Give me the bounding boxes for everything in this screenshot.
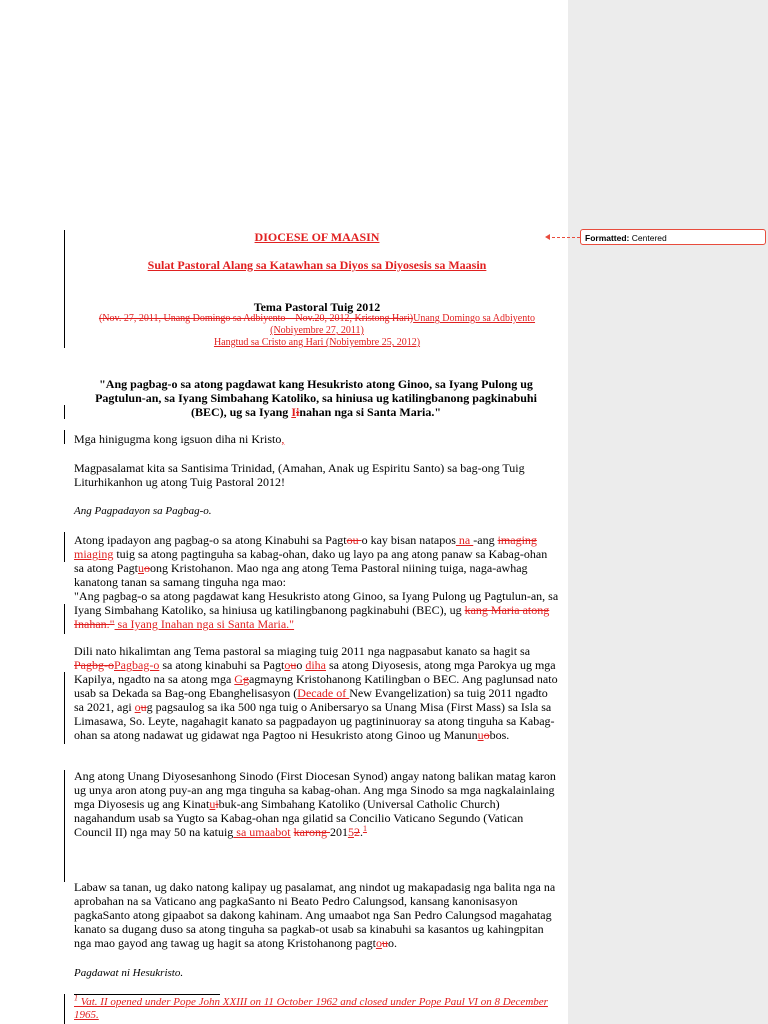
- pastoral-letter-subtitle: Sulat Pastoral Alang sa Katawhan sa Diyos sa Diyosesis sa Maasin: [147, 258, 487, 272]
- change-bar: [64, 230, 65, 348]
- deleted-dates: (Nov. 27, 2011, Unang Domingo sa Adbiyento – Nov.20, 2012, Kristong Hari): [98, 313, 414, 324]
- theme-title: Tema Pastoral Tuig 2012: [253, 300, 381, 314]
- synod-paragraph: Ang atong Unang Diyosesanhong Sinodo (First Diocesan Synod) angay natong balikan matag karon ug unya aron atong puy-an ang mga tinguha sa kabag-ohan. Ang mga Sinodo sa mga nagkalainlaing mga Diyosesis ug ang Kinatuibuk-ang Simbahang Katoliko (Universal Catholic Church) nagahandum usab sa Yugto sa Kabag-ohan nga gilatid sa Concilio Vaticano Segundo (Vatican Council II) nga may 50 na katuig sa umaabot karong 20152.$^1$: [74, 769, 556, 839]
- change-bar: [64, 994, 65, 1024]
- change-bar: [64, 604, 65, 634]
- change-bar: [64, 405, 65, 419]
- greeting: Mga hinigugma kong igsuon diha ni Kristo,: [74, 432, 285, 446]
- comment-label: Formatted:: [585, 233, 630, 243]
- calungsod-paragraph: Labaw sa tanan, ug dako natong kalipay ug pasalamat, ang nindot ug makapadasig nga balita nga na aprobahan na sa Vaticano ang pagkaSanto ni Beato Pedro Calungsod, kansang kanonisasyon pagkaSanto atong gipaabot sa dakong kahinam. Ang umaabot nga San Pedro Calungsod magahatag kanato sa dugang duso sa atong tinguha sa pagkab-ot usab sa kinabuhi sa kasantos ug kahingpitan nga mao gayod ang tawag ug hagit sa atong Kristohanong pagtouo.: [74, 880, 556, 950]
- footnote-separator: [74, 994, 220, 995]
- reflection-paragraph: Dili nato hikalimtan ang Tema pastoral sa miaging tuig 2011 nga nagpasabut kanato sa hagit sa Pagbg-oPagbag-o sa atong kinabuhi sa Pagtouo diha sa atong Diyosesis, atong mga Parokya ug mga Kapilya, ngadto na sa atong mga Ggagmayng Kristohanong Katilingban o BEC. Ang paglunsad nato usab sa Dekada sa Bag-ong Ebanghelisasyon (Decade of New Evangelization) sa tuig 2011 ngadto sa 2021, agi oug pagsaulog sa ika 500 nga tuig o Anibersaryo sa Unang Misa (First Mass) sa Isla sa Limasawa, So. Leyte, nagahagit kanato sa pagpadayon ug pagtininuoray sa atong tinguha sa Kabag-ohan sa atong nadawat ug gidawat nga Pagtoo ni Hesukristo atong Ginoo ug Manunuobos.: [74, 644, 558, 742]
- footnote-ref[interactable]: 1: [362, 824, 367, 833]
- change-bar: [64, 672, 65, 744]
- change-bar: [64, 430, 65, 444]
- footnote: $^1$ Vat. II opened under Pope John XXIII on 11 October 1962 and closed under Pope Paul VI on 8 December 1965.: [74, 993, 548, 1021]
- comment-value: Centered: [631, 233, 667, 243]
- section-heading-renewal: Ang Pagpadayon sa Pagbag-o.: [74, 505, 212, 517]
- change-bar: [64, 532, 65, 562]
- formatting-comment-balloon[interactable]: [580, 229, 766, 245]
- change-bar: [64, 770, 65, 882]
- inserted-advent: Unang Domingo sa Adbiyento: [413, 313, 536, 324]
- section-heading-receiving: Pagdawat ni Hesukristo.: [74, 967, 184, 979]
- diocese-title: DIOCESE OF MAASIN: [254, 230, 380, 244]
- comments-pane: [568, 0, 768, 1024]
- theme-dates: [74, 313, 560, 349]
- inserted-end-date: Hangtud sa Cristo ang Hari (Nobiyembre 25, 2012): [213, 337, 421, 348]
- renewal-paragraph: Atong ipadayon ang pagbag-o sa atong Kinabuhi sa Pagtou o kay bisan natapos na -ang imaging miaging tuig sa atong pagtinguha sa kabag-ohan, dako ug layo pa ang atong panaw sa Kabag-ohan sa atong Pagtuoong Kristohanon. Mao nga ang atong Tema Pastoral niining tuiga, naga-awhag kanatong tanan sa samang tinguha nga mao: "Ang pagbag-o sa atong pagdawat kang Hesukristo atong Ginoo, sa Iyang Pulong ug Pagtulun-an, sa Iyang Simbahang Katoliko, sa hiniusa ug katilingbanong pagkinabuhi (BEC), ug kang Maria atong Inahan." sa Iyang Inahan nga si Santa Maria.": [74, 533, 559, 631]
- thanks-paragraph: Magpasalamat kita sa Santisima Trinidad, (Amahan, Anak ug Espiritu Santo) sa bag-ong Tuig Liturhikanhon ug atong Tuig Pastoral 2012!: [74, 461, 525, 489]
- inserted-start-date: (Nobiyembre 27, 2011): [270, 325, 364, 336]
- theme-quote: "Ang pagbag-o sa atong pagdawat kang Hesukristo atong Ginoo, sa Iyang Pulong ug Pagtulun-an, sa Iyang Simbahang Katoliko, sa hiniusa ug katilingbanong pagkinabuhi (BEC), ug sa Iyang Iinahan nga si Santa Maria.": [95, 377, 537, 419]
